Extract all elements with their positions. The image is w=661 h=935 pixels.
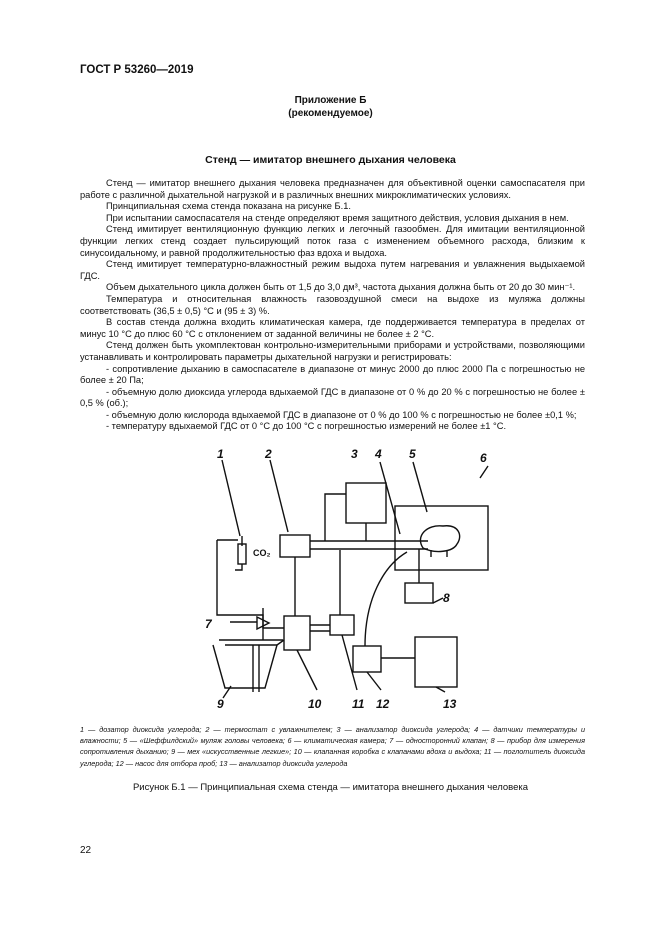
paragraph: В состав стенда должна входить климатическая камера, где поддерживается температура в пределах от минус 10 °С до плюс 60 °С с отклонением от заданной величины не более ± 2 °С. [80, 317, 585, 339]
paragraph: При испытании самоспасателя на стенде определяют время защитного действия, условия дыхания в нем. [106, 212, 569, 223]
thermostat-humidifier-box [280, 535, 310, 557]
callout-10: 10 [308, 697, 322, 711]
callout-3: 3 [351, 447, 358, 461]
appendix-subtitle: (рекомендуемое) [288, 108, 373, 119]
leader-line [222, 460, 240, 536]
callout-12: 12 [376, 697, 390, 711]
callout-5: 5 [409, 447, 416, 461]
figure-caption: Рисунок Б.1 — Принципиальная схема стенда — имитатора внешнего дыхания человека [132, 782, 529, 793]
co2-doser-body [238, 544, 246, 564]
leader-line [413, 462, 427, 512]
appendix-title: Приложение Б [294, 95, 367, 106]
paragraph: Стенд имитирует вентиляционную функцию легких и легочный газообмен. Для имитации вентиляционной функции легких стенд создает пульсирующий поток газа с изменением объемного расхода, близким к синусоидальному, и равной продолжительностью фаз вдоха и выдоха. [80, 224, 585, 258]
valve-box [284, 616, 310, 650]
sampling-line [365, 552, 407, 646]
leader-line [270, 460, 288, 532]
leader-line [367, 672, 381, 690]
list-item: - температуру вдыхаемой ГДС от 0 °С до 100 °С с погрешностью измерений не более ±1 °С. [106, 421, 507, 432]
analyzer-pipe [325, 494, 346, 541]
pressure-meter-box [405, 583, 433, 603]
head-dummy [420, 526, 459, 552]
paragraph: Стенд имитирует температурно-влажностный режим выдоха путем нагревания и увлажнения выдыхаемой ГДС. [80, 259, 585, 281]
climate-chamber-box [395, 506, 488, 570]
list-item: - объемную долю кислорода вдыхаемой ГДС в диапазоне от 0 % до 100 % с погрешностью не более ±0,1 %; [106, 409, 577, 420]
leader-line [480, 466, 488, 478]
paragraph: Стенд — имитатор внешнего дыхания человека предназначен для объективной оценки самоспасателя при работе с различной дыхательной нагрузкой и в различных внешних микроклиматических условиях. [80, 178, 585, 200]
co2-label: CO₂ [253, 548, 271, 558]
leader-line [436, 687, 445, 692]
bellows [213, 645, 277, 688]
stand-schematic-figure [195, 440, 495, 715]
callout-4: 4 [375, 447, 382, 461]
callout-9: 9 [217, 697, 224, 711]
co2-doser-base [235, 564, 242, 570]
figure-legend: 1 — дозатор диоксида углерода; 2 — термостат с увлажнителем; 3 — анализатор диоксида углерода; 4 — датчики температуры и влажности; 5 — «Шеффилдский» муляж головы человека; 6 — климатическая камера; 7 — односторонний клапан; 8 — прибор для измерения сопротивления дыханию; 9 — мех «искусственные легкие»; 10 — клапанная коробка с клапанами вдоха и выдоха; 11 — поглотитель диоксида углерода; 12 — насос для отбора проб; 13 — анализатор диоксида углерода [80, 725, 585, 768]
leader-line [297, 650, 317, 690]
sampling-pump-box [353, 646, 381, 672]
page-number: 22 [80, 845, 92, 856]
list-item: - объемную долю диоксида углерода вдыхаемой ГДС в диапазоне от 0 % до 20 % с погрешностью не более ± 0,5 % (об.); [80, 386, 585, 409]
co2-supply-line [217, 540, 284, 628]
section-title: Стенд — имитатор внешнего дыхания человека [205, 154, 456, 166]
bellows-frame [277, 640, 284, 645]
list-item: - сопротивление дыханию в самоспасателе в диапазоне от минус 2000 до плюс 2000 Па с погрешностью не более ± 20 Па; [80, 363, 585, 386]
callout-2: 2 [265, 447, 272, 461]
leader-line [342, 635, 357, 690]
co2-analyzer-2-box [415, 637, 457, 687]
callout-1: 1 [217, 447, 224, 461]
co2-absorber-box [330, 615, 354, 635]
callout-7: 7 [205, 617, 212, 631]
callout-6: 6 [480, 451, 487, 465]
document-header: ГОСТ Р 53260—2019 [80, 64, 194, 76]
paragraph: Стенд должен быть укомплектован контрольно-измерительными приборами и устройствами, позволяющими устанавливать и контролировать параметры дыхательной нагрузки и регистрировать: [80, 340, 585, 362]
co2-analyzer-box [346, 483, 386, 523]
leader-line [433, 598, 443, 603]
callout-11: 11 [352, 697, 365, 711]
paragraph: Температура и относительная влажность газовоздушной смеси на выдохе из муляжа должны соответствовать (36,5 ± 0,5) °С и (95 ± 3) %. [80, 293, 585, 316]
callout-13: 13 [443, 697, 457, 711]
body-text [80, 178, 585, 433]
paragraph: Принципиальная схема стенда показана на рисунке Б.1. [106, 201, 351, 212]
callout-8: 8 [443, 591, 450, 605]
paragraph: Объем дыхательного цикла должен быть от 1,5 до 3,0 дм³, частота дыхания должна быть от 20 до 30 мин⁻¹. [106, 282, 576, 293]
